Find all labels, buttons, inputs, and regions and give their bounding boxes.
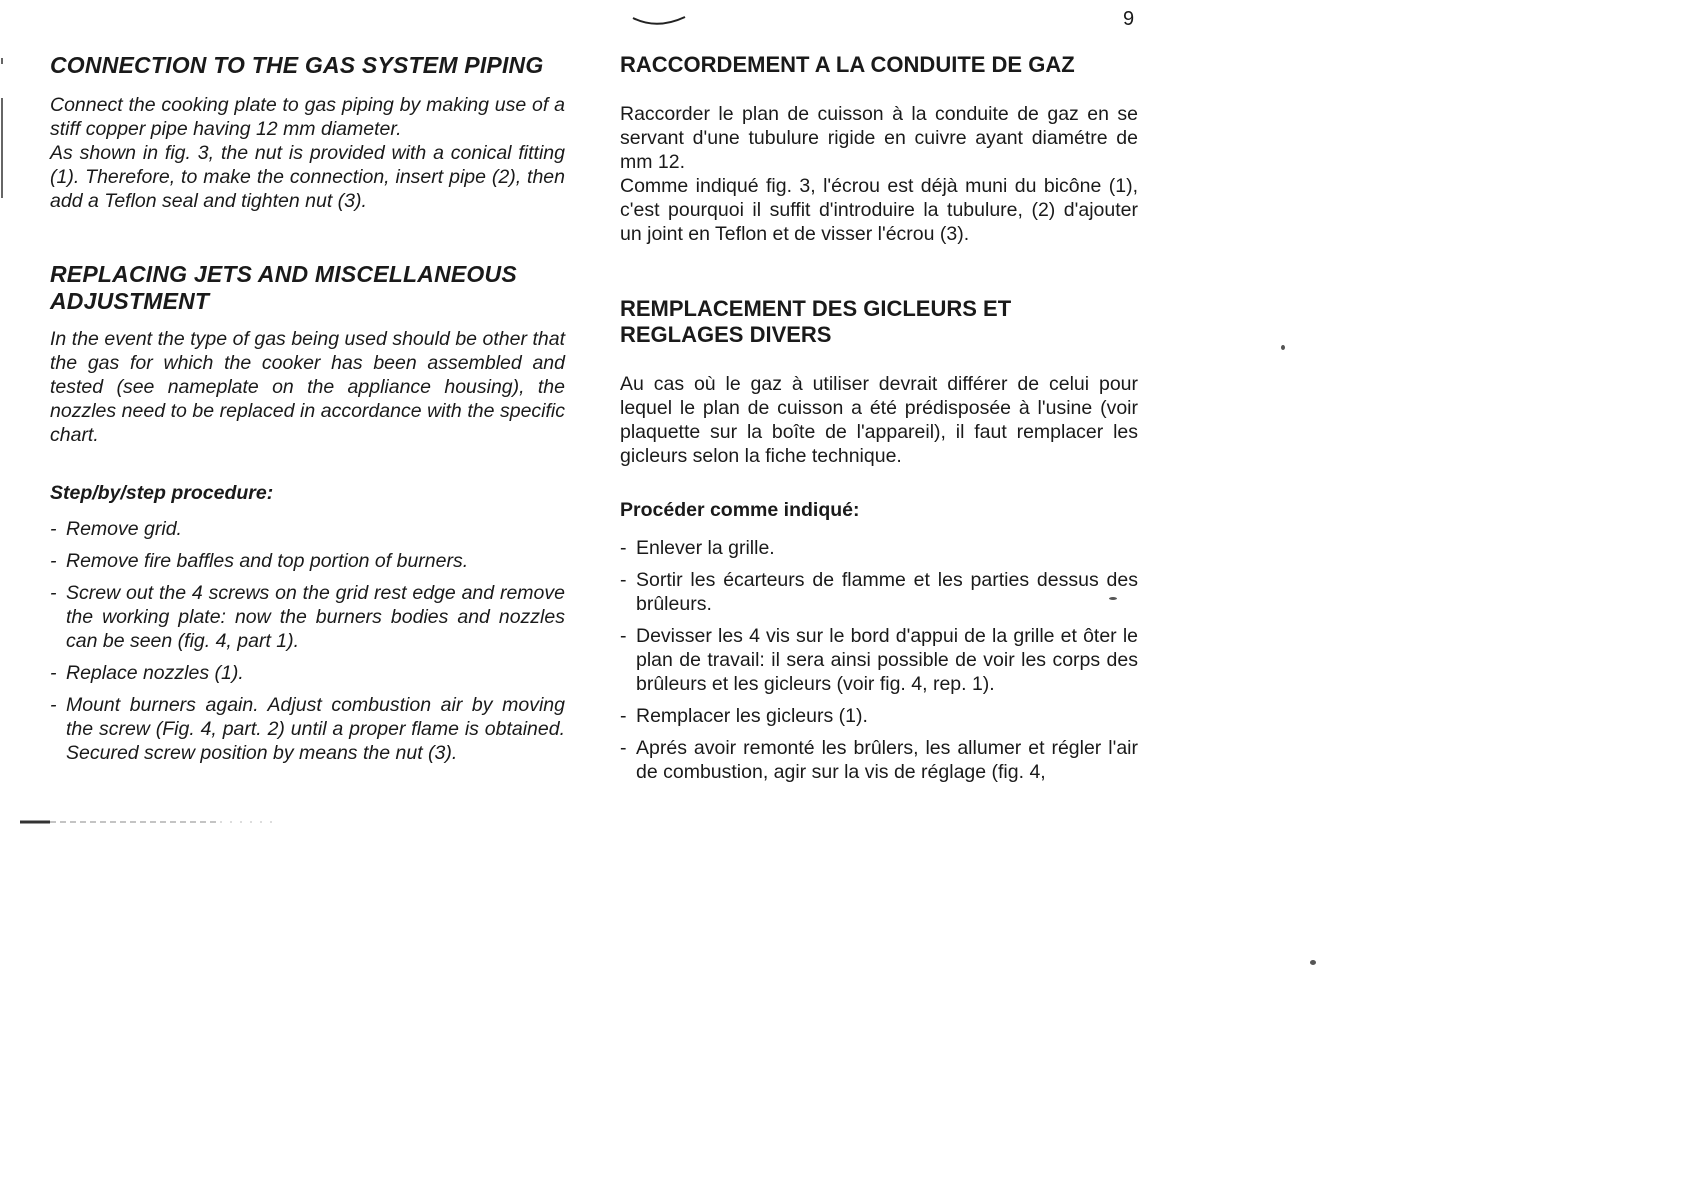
- list-item: - Remove fire baffles and top portion of burners.: [50, 549, 565, 573]
- list-item: - Mount burners again. Adjust combustion air by moving the screw (Fig. 4, part. 2) until a proper flame is obtained. Secured screw position by means the nut (3).: [50, 693, 565, 765]
- french-section2-heading-line2: REGLAGES DIVERS: [620, 322, 832, 347]
- list-item: - Devisser les 4 vis sur le bord d'appui de la grille et ôter le plan de travail: il sera ainsi possible de voir les corps des brûleurs et les gicleurs (voir fig. 4, rep. 1).: [620, 624, 1138, 696]
- margin-binding-mark: [0, 58, 6, 208]
- french-section1-heading: RACCORDEMENT A LA CONDUITE DE GAZ: [620, 52, 1075, 77]
- english-column: [50, 52, 565, 765]
- list-item: - Replace nozzles (1).: [50, 661, 565, 685]
- french-steps-list: [620, 536, 1138, 784]
- scan-speck: [1281, 345, 1285, 350]
- scan-edge-mark: [20, 818, 280, 826]
- english-section2-heading-line1: REPLACING JETS AND MISCELLANEOUS: [50, 261, 517, 287]
- french-section1-paragraph2: Comme indiqué fig. 3, l'écrou est déjà muni du bicône (1), c'est pourquoi il suffit d'introduire la tubulure, (2) d'ajouter un joint en Teflon et de visser l'écrou (3).: [620, 175, 1138, 245]
- list-item: - Remove grid.: [50, 517, 565, 541]
- english-section1-paragraph2: As shown in fig. 3, the nut is provided with a conical fitting (1). Therefore, to make the connection, insert pipe (2), then add a Teflon seal and tighten nut (3).: [50, 142, 565, 212]
- list-item: - Sortir les écarteurs de flamme et les parties dessus des brûleurs.: [620, 568, 1138, 616]
- french-procedure-subheading: Procéder comme indiqué:: [620, 499, 860, 521]
- french-column: [620, 52, 1138, 784]
- english-steps-list: [50, 517, 565, 765]
- list-item: - Enlever la grille.: [620, 536, 1138, 560]
- english-section2-paragraph: In the event the type of gas being used should be other that the gas for which the cooker has been assembled and tested (see nameplate on the appliance housing), the nozzles need to be replaced in accordance with the specific chart.: [50, 328, 565, 446]
- english-section1-heading: CONNECTION TO THE GAS SYSTEM PIPING: [50, 52, 544, 78]
- list-item: - Screw out the 4 screws on the grid rest edge and remove the working plate: now the burners bodies and nozzles can be seen (fig. 4, part 1).: [50, 581, 565, 653]
- french-section2-paragraph: Au cas où le gaz à utiliser devrait différer de celui pour lequel le plan de cuisson a été prédisposée à l'usine (voir plaquette sur la boîte de l'appareil), il faut remplacer les gicleurs selon la fiche technique.: [620, 373, 1138, 467]
- english-section1-paragraph1: Connect the cooking plate to gas piping by making use of a stiff copper pipe having 12 mm diameter.: [50, 94, 565, 140]
- english-procedure-subheading: Step/by/step procedure:: [50, 482, 274, 504]
- list-item: - Remplacer les gicleurs (1).: [620, 704, 1138, 728]
- scan-speck: [1310, 960, 1316, 965]
- decorative-curve-mark: [631, 14, 687, 28]
- page-number: 9: [1123, 8, 1135, 30]
- english-section2-heading-line2: ADJUSTMENT: [50, 288, 210, 314]
- french-section1-paragraph1: Raccorder le plan de cuisson à la conduite de gaz en se servant d'une tubulure rigide en cuivre ayant diamétre de mm 12.: [620, 103, 1138, 173]
- list-item: - Aprés avoir remonté les brûlers, les allumer et régler l'air de combustion, agir sur la vis de réglage (fig. 4,: [620, 736, 1138, 784]
- french-section2-heading-line1: REMPLACEMENT DES GICLEURS ET: [620, 296, 1012, 321]
